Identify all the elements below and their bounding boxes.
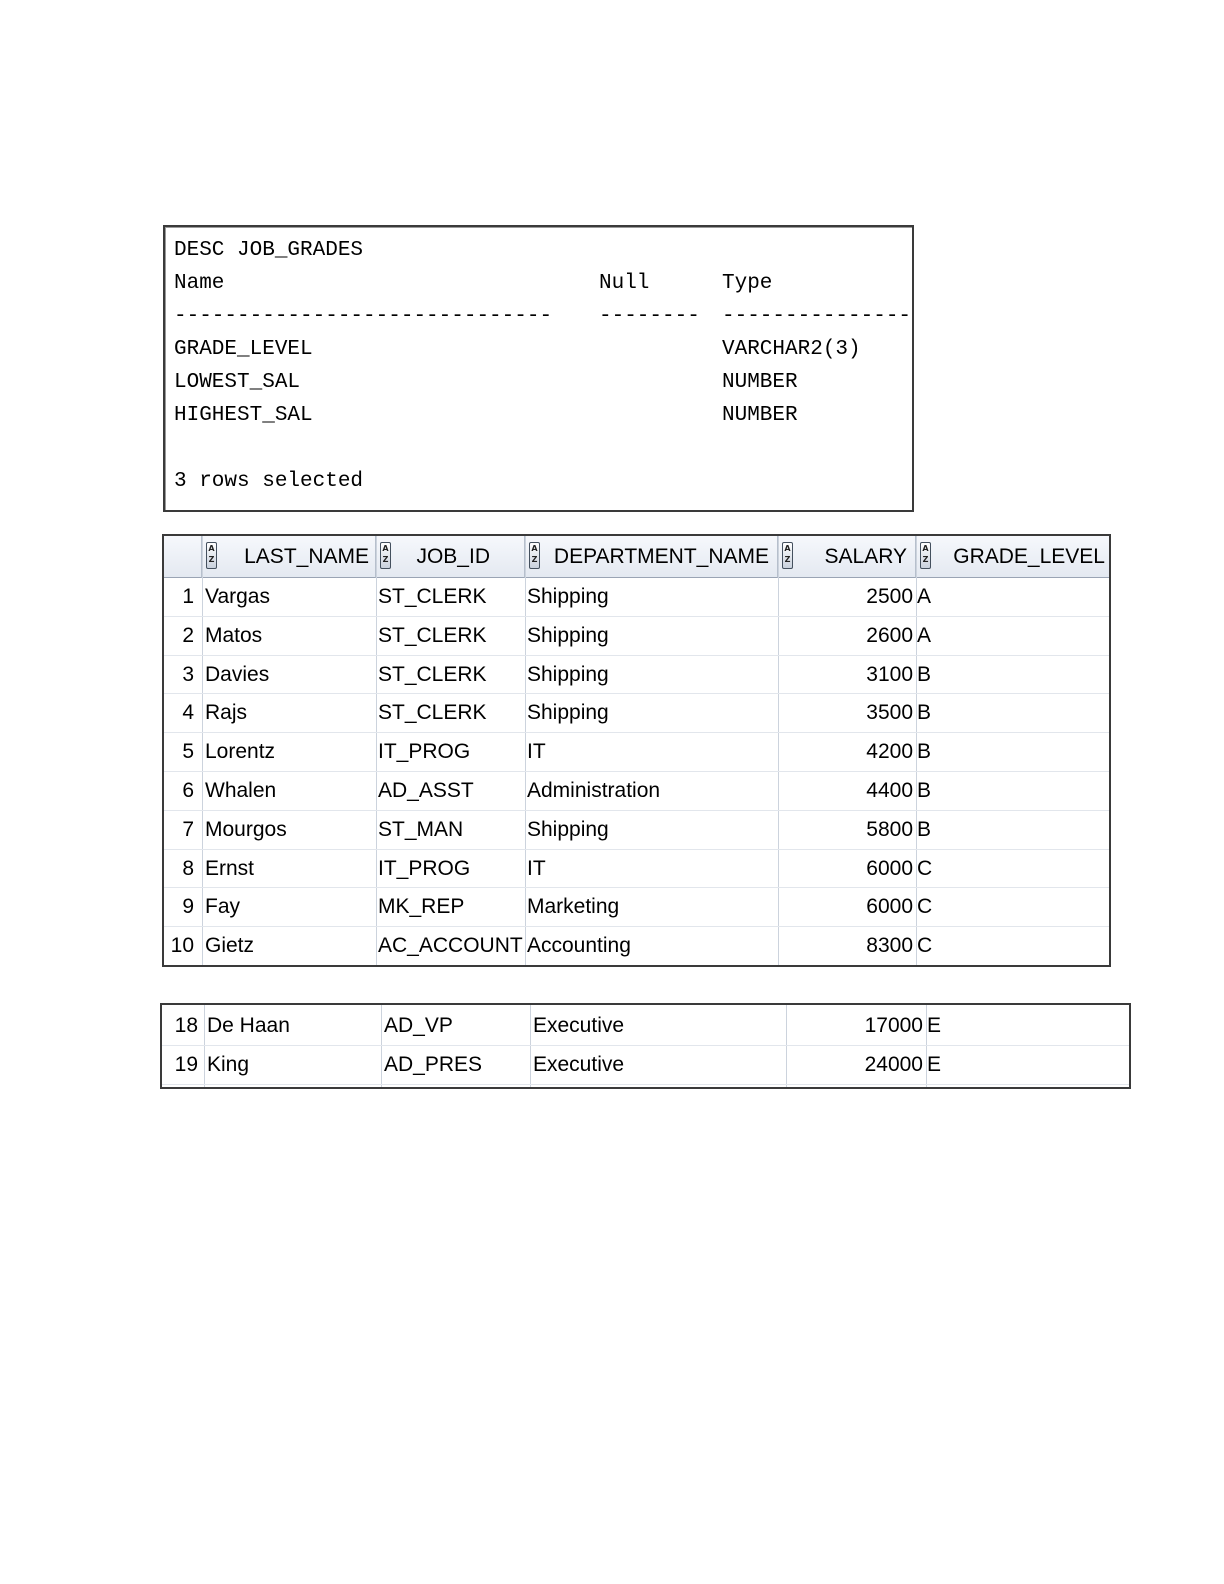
cell-department-name[interactable]: Shipping: [527, 623, 609, 647]
row-number: 9: [182, 895, 194, 919]
cell-last-name[interactable]: Lorentz: [205, 740, 276, 764]
row-number: 6: [182, 779, 194, 802]
row-divider: [162, 1084, 1129, 1085]
cell-salary[interactable]: 8300: [866, 934, 913, 958]
sort-icon[interactable]: A Z: [782, 542, 793, 569]
cell-salary[interactable]: 6000: [866, 895, 913, 919]
cell-grade-level[interactable]: A: [917, 623, 932, 647]
cell-department-name[interactable]: Shipping: [527, 662, 609, 686]
desc-row-type: NUMBER: [722, 404, 798, 427]
cell-grade-level[interactable]: E: [927, 1053, 942, 1076]
cell-last-name[interactable]: King: [207, 1053, 250, 1076]
column-header-label: GRADE_LEVEL: [953, 545, 1105, 568]
cell-department-name[interactable]: Shipping: [527, 817, 609, 841]
desc-header-null: Null: [599, 272, 650, 295]
cell-job-id[interactable]: AD_PRES: [384, 1053, 483, 1076]
sort-icon[interactable]: A Z: [920, 542, 931, 569]
cell-salary[interactable]: 4400: [866, 779, 913, 802]
cell-job-id[interactable]: AC_ACCOUNT: [378, 934, 523, 958]
cell-last-name[interactable]: Rajs: [205, 701, 248, 725]
cell-salary[interactable]: 5800: [866, 817, 913, 841]
desc-header-name: Name: [174, 272, 225, 295]
query-results-grid[interactable]: [162, 534, 1111, 967]
column-header-department-name[interactable]: [525, 536, 778, 578]
column-header-salary[interactable]: [778, 536, 916, 578]
desc-command: DESC JOB_GRADES: [174, 239, 364, 262]
row-number: 7: [182, 817, 194, 841]
sort-icon[interactable]: A Z: [206, 542, 217, 569]
cell-last-name[interactable]: Gietz: [205, 934, 255, 958]
cell-grade-level[interactable]: B: [917, 701, 932, 725]
cell-last-name[interactable]: Mourgos: [205, 817, 287, 841]
column-header-label: JOB_ID: [416, 545, 490, 568]
column-header-last-name[interactable]: [202, 536, 376, 578]
row-number: 8: [182, 856, 194, 880]
desc-row-type: NUMBER: [722, 371, 798, 394]
cell-department-name[interactable]: Shipping: [527, 585, 609, 608]
row-number: 5: [182, 740, 194, 764]
cell-job-id[interactable]: AD_VP: [384, 1014, 453, 1037]
cell-salary[interactable]: 2500: [866, 585, 913, 608]
cell-department-name[interactable]: IT: [527, 740, 546, 764]
cell-grade-level[interactable]: C: [917, 895, 933, 919]
row-number-header: [164, 536, 202, 578]
row-number: 19: [174, 1053, 198, 1076]
cell-grade-level[interactable]: C: [917, 856, 933, 880]
column-header-label: LAST_NAME: [244, 545, 369, 568]
cell-last-name[interactable]: Whalen: [205, 779, 277, 802]
cell-grade-level[interactable]: B: [917, 662, 932, 686]
cell-department-name[interactable]: Executive: [533, 1053, 625, 1076]
cell-salary[interactable]: 17000: [864, 1014, 923, 1037]
cell-last-name[interactable]: Vargas: [205, 585, 270, 608]
desc-separator-name: ------------------------------: [174, 305, 553, 328]
column-header-label: SALARY: [824, 545, 907, 568]
cell-job-id[interactable]: AD_ASST: [378, 779, 474, 802]
desc-row-name: GRADE_LEVEL: [174, 338, 313, 361]
desc-footer: 3 rows selected: [174, 470, 364, 493]
query-results-grid-continued[interactable]: [160, 1003, 1131, 1089]
cell-department-name[interactable]: Administration: [527, 779, 661, 802]
desc-row-type: VARCHAR2(3): [722, 338, 861, 361]
cell-last-name[interactable]: Matos: [205, 623, 263, 647]
cell-department-name[interactable]: IT: [527, 856, 546, 880]
cell-salary[interactable]: 3500: [866, 701, 913, 725]
row-number: 4: [182, 701, 194, 725]
cell-salary[interactable]: 6000: [866, 856, 913, 880]
cell-grade-level[interactable]: B: [917, 779, 932, 802]
cell-job-id[interactable]: ST_CLERK: [378, 585, 487, 608]
row-divider: [164, 965, 1109, 966]
cell-last-name[interactable]: Davies: [205, 662, 270, 686]
column-header-label: DEPARTMENT_NAME: [553, 545, 769, 568]
desc-separator-null: --------: [599, 305, 700, 328]
cell-grade-level[interactable]: E: [927, 1014, 942, 1037]
cell-salary[interactable]: 4200: [866, 740, 913, 764]
sort-icon[interactable]: A Z: [529, 542, 540, 569]
desc-row-name: HIGHEST_SAL: [174, 404, 313, 427]
row-number: 1: [182, 585, 194, 608]
column-header-job-id[interactable]: [376, 536, 525, 578]
cell-job-id[interactable]: IT_PROG: [378, 740, 471, 764]
cell-salary[interactable]: 3100: [866, 662, 913, 686]
cell-job-id[interactable]: IT_PROG: [378, 856, 471, 880]
column-header-grade-level[interactable]: [916, 536, 1109, 578]
row-number: 2: [182, 623, 194, 647]
row-number: 3: [182, 662, 194, 686]
cell-department-name[interactable]: Shipping: [527, 701, 609, 725]
cell-grade-level[interactable]: B: [917, 740, 932, 764]
row-number: 18: [174, 1014, 198, 1037]
cell-last-name[interactable]: Fay: [205, 895, 241, 919]
cell-department-name[interactable]: Executive: [533, 1014, 625, 1037]
cell-job-id[interactable]: ST_CLERK: [378, 623, 487, 647]
cell-job-id[interactable]: ST_CLERK: [378, 662, 487, 686]
row-number: 10: [170, 934, 194, 958]
cell-grade-level[interactable]: C: [917, 934, 933, 958]
cell-job-id[interactable]: ST_MAN: [378, 817, 464, 841]
cell-grade-level[interactable]: A: [917, 585, 932, 608]
cell-salary[interactable]: 24000: [864, 1053, 923, 1076]
cell-grade-level[interactable]: B: [917, 817, 932, 841]
cell-department-name[interactable]: Marketing: [527, 895, 620, 919]
desc-output-panel: [163, 225, 914, 512]
desc-header-type: Type: [722, 272, 773, 295]
sort-icon[interactable]: A Z: [380, 542, 391, 569]
cell-salary[interactable]: 2600: [866, 623, 913, 647]
cell-job-id[interactable]: MK_REP: [378, 895, 465, 919]
desc-separator-type: ---------------: [722, 305, 912, 328]
cell-job-id[interactable]: ST_CLERK: [378, 701, 487, 725]
cell-last-name[interactable]: Ernst: [205, 856, 255, 880]
cell-department-name[interactable]: Accounting: [527, 934, 631, 958]
desc-row-name: LOWEST_SAL: [174, 371, 301, 394]
cell-last-name[interactable]: De Haan: [207, 1014, 290, 1037]
